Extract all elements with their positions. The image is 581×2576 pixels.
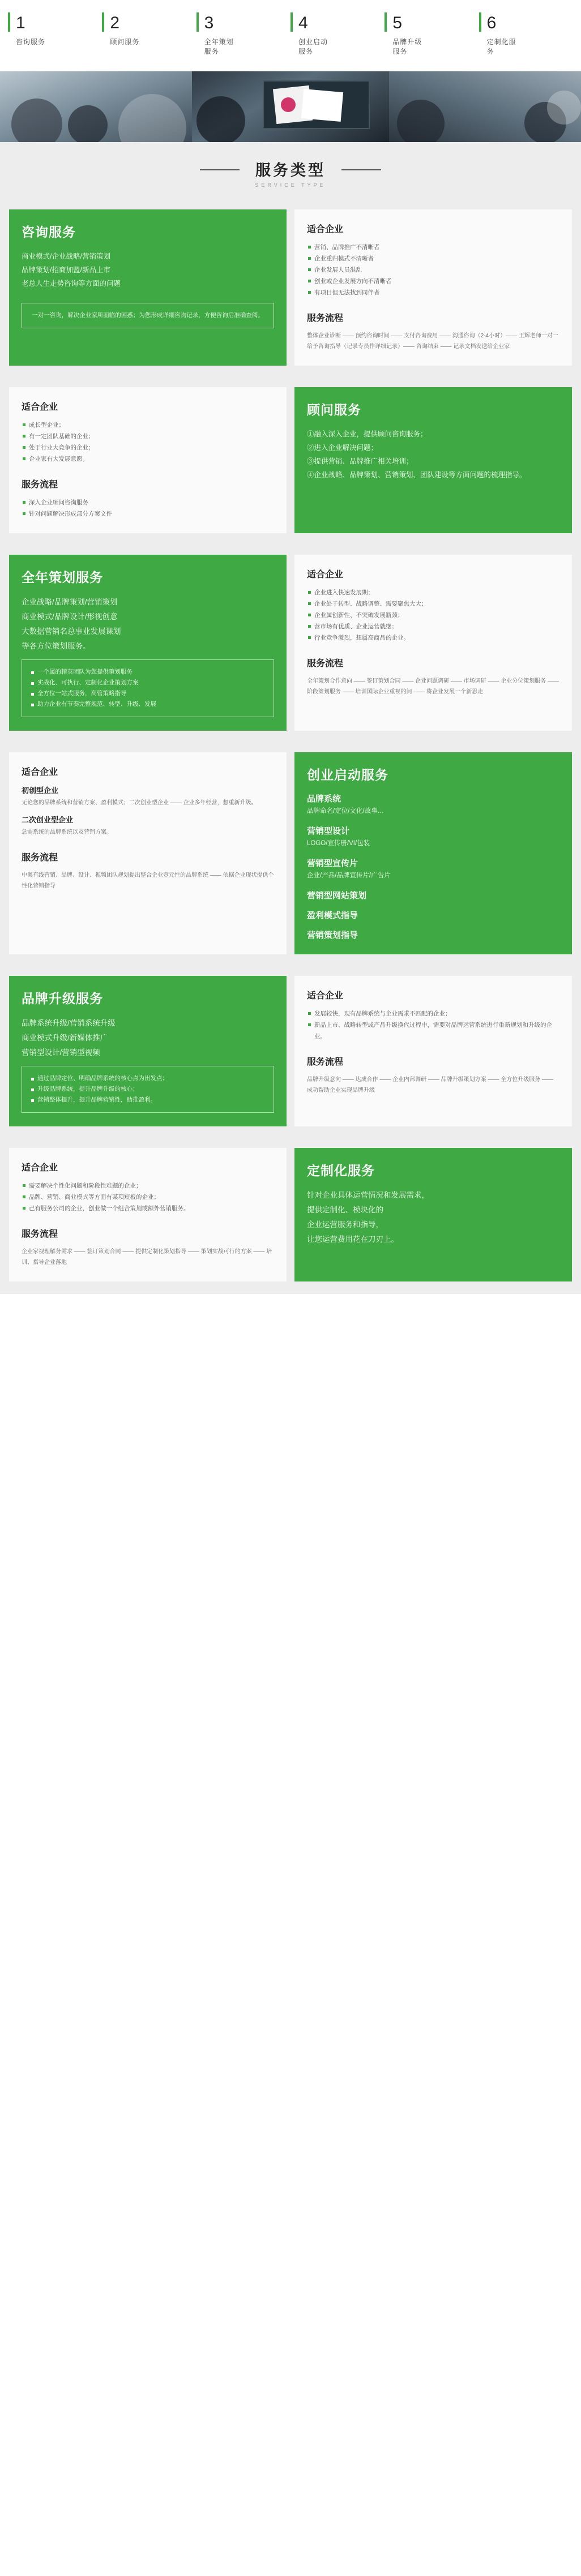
custom-green-panel [294,1148,572,1281]
list-item: 行业竞争激烈，想属高商品的企业。 [307,632,559,644]
custom-paragraph-4: 让您运营费用花在刀刃上。 [307,1235,399,1244]
list-item: 有一定团队基础的企业； [22,431,274,442]
step-label: 全年策划服务 [204,38,234,55]
section-subtitle: SERVICE TYPE [255,182,326,188]
list-item: 已有服务公司的企业，创业做一个组合策划或额外营销服务。 [22,1203,274,1214]
custom-paragraph-2: 提供定制化、模块化的 [307,1206,383,1214]
upgrade-title: 品牌升级服务 [22,991,103,1006]
block-upgrade [0,967,581,1139]
startup-fit-sub-1: 初创型企业 [22,786,59,795]
startup-flow-title: 服务流程 [22,853,58,863]
list-item: 全方位一站式服务，高管策略指导 [30,688,266,699]
step-number: 5 [392,14,402,32]
startup-sub-desc-1: 品牌命名/定位/文化/故事… [307,808,385,815]
step-number: 2 [110,14,120,32]
startup-sub-title-3: 营销型宣传片 [307,859,358,868]
startup-sub-title-1: 品牌系统 [307,794,341,804]
advisor-fit-list [22,419,274,465]
startup-fit-desc-1: 无论您的品牌系统和营销方案、盈利模式；二次创业型企业 —— 企业多年经营，想重新升级。 [22,800,257,806]
step-label: 顾问服务 [110,38,140,46]
upgrade-fit-title: 适合企业 [307,991,344,1001]
consulting-line-2: 品牌策划/招商加盟/新品上市 [22,266,110,274]
step-label: 创业启动服务 [298,38,328,55]
custom-flow-title: 服务流程 [22,1229,58,1239]
photo-band [0,71,581,142]
consulting-note: 一对一咨询，解决企业家所面临的困惑；为您形成详细咨询记录，方便咨询后准确查阅。 [22,303,274,328]
annual-title: 全年策划服务 [22,570,103,585]
list-item: 企业处于转型、战略调整、需要聚焦大大； [307,598,559,610]
consulting-flow-text: 整体企业诊断 —— 预约咨询时间 —— 支付咨询费用 —— 沟通咨询（2-4小时）—— 王辉老师一对一给予咨询指导（记录专员作详细记录）—— 咨询结束 —— 记录文档发送给企业家 [307,333,558,350]
annual-line-3: 大数据营销名总事业发展课划 [22,627,121,636]
advisor-point-2: ②进入企业解决问题； [307,444,378,452]
list-item: 深入企业顾问咨询服务 [22,497,274,508]
upgrade-line-2: 商业模式升级/新媒体推广 [22,1034,108,1042]
list-item: 有项目但无法找到同伴者 [307,287,559,298]
step-number: 1 [16,14,25,32]
upgrade-line-3: 营销型设计/营销型视频 [22,1048,100,1057]
step-label: 定制化服务 [486,38,516,55]
consulting-white-panel [294,209,572,366]
upgrade-fit-list [307,1008,559,1042]
startup-fit-title: 适合企业 [22,768,58,777]
list-item: 助力企业有节奏完整规范、转型、升级、发展 [30,699,266,710]
annual-fit-title: 适合企业 [307,570,344,580]
step-item [196,10,290,57]
consulting-line-1: 商业模式/企业战略/营销策划 [22,252,110,260]
step-item [290,10,385,57]
startup-sub-desc-3: 企业/产品/品牌宣传片/广告片 [307,872,391,879]
photo-meeting-left [0,71,192,142]
step-label: 品牌升级服务 [392,38,422,55]
consulting-fit-title: 适合企业 [307,225,344,234]
block-startup [0,743,581,967]
list-item: 通过品牌定位、明确品牌系统的核心点为出发点； [30,1073,266,1084]
list-item: 企业进入快速发展期； [307,587,559,598]
consulting-fit-list [307,242,559,298]
section-title: 服务类型 [233,158,348,180]
list-item: 发展较快，现有品牌系统与企业需求不匹配的企业； [307,1008,559,1019]
annual-white-panel [294,555,572,731]
custom-paragraph-3: 企业运营服务和指导， [307,1220,383,1229]
consulting-flow-title: 服务流程 [307,314,344,323]
custom-fit-title: 适合企业 [22,1163,58,1173]
startup-green-panel [294,752,572,954]
list-item: 成长型企业； [22,419,274,431]
step-item [385,10,479,57]
startup-flow-text: 中奥有线营销、品牌、设计、视频团队规划提出整合企业壹元性的品牌系统 —— 依据企业现状提供个性化营销指导 [22,872,274,889]
block-consulting [0,200,581,378]
startup-sub-title-2: 营销型设计 [307,826,350,836]
upgrade-green-panel [9,976,287,1126]
advisor-title: 顾问服务 [307,402,361,417]
annual-line-1: 企业战略/品牌策划/营销策划 [22,598,118,606]
list-item: 针对问题解决形成部分方案文件 [22,508,274,520]
block-advisor [0,378,581,546]
upgrade-flow-title: 服务流程 [307,1057,344,1067]
list-item: 企业家有大发展意愿。 [22,453,274,465]
upgrade-highlight-box [22,1066,274,1113]
consulting-line-3: 老总人生走势咨询等方面的问题 [22,280,121,288]
list-item: 企业重归模式不清晰者 [307,253,559,264]
custom-white-panel [9,1148,287,1281]
step-item [479,10,573,57]
advisor-flow-list [22,497,274,520]
step-number: 6 [486,14,497,32]
custom-flow-text: 企业家视理解务需求 —— 签订策划合同 —— 提供定制化策划指导 —— 策划实战可行的方案 —— 培训、指导企业落地 [22,1249,272,1266]
advisor-point-1: ①融入深入企业，提供顾问咨询服务； [307,430,428,438]
startup-fit-desc-2: 急需系统的品牌系统以及营销方案。 [22,829,112,835]
advisor-point-4: ④企业战略、品牌策划、营销策划、团队建设等方面问题的梳理指导。 [307,471,527,479]
annual-highlight-box [22,659,274,717]
block-annual [0,546,581,743]
list-item: 升级品牌系统，提升品牌升级的核心； [30,1084,266,1095]
list-item: 一个属的精英团队为您提供策划服务 [30,667,266,678]
annual-line-2: 商业模式/品牌设计/形视创意 [22,612,118,621]
advisor-white-panel [9,387,287,533]
upgrade-flow-text: 品牌升级意向 —— 达成合作 —— 企业内部调研 —— 品牌升级策划方案 —— 全方位升级服务 —— 成功帮助企业实现品牌升级 [307,1077,554,1094]
advisor-flow-title: 服务流程 [22,480,58,490]
upgrade-white-panel [294,976,572,1126]
annual-line-4: 等各方位策划服务。 [22,642,91,650]
section-header [0,142,581,200]
step-number: 4 [298,14,308,32]
advisor-green-panel [294,387,572,533]
advisor-fit-title: 适合企业 [22,402,58,412]
custom-paragraph-1: 针对企业具体运营情况和发展需求， [307,1191,429,1199]
list-item: 创业或企业发展方向不清晰者 [307,276,559,287]
list-item: 营市场有优质、企业运营就继； [307,621,559,632]
startup-sub-desc-2: LOGO/宣传册/VI/包装 [307,840,370,847]
list-item: 需要解决个性化问题和阶段性难题的企业； [22,1180,274,1191]
list-item: 营销、品牌推广不清晰者 [307,242,559,253]
annual-green-panel [9,555,287,731]
upgrade-line-1: 品牌系统升级/营销系统升级 [22,1019,116,1027]
list-item: 处于行业大竞争的企业； [22,442,274,453]
startup-sub-title-6: 营销策划指导 [307,931,358,940]
startup-title: 创业启动服务 [307,768,388,782]
annual-flow-text: 全年策划合作意向 —— 签订策划合同 —— 企业问题调研 —— 市场调研 —— 企业分位策划服务 —— 阶段策划服务 —— 培训国际企业重视的问 —— 将企业发展一个新思走 [307,678,559,695]
custom-title: 定制化服务 [307,1163,375,1178]
list-item: 企业发展人员混乱 [307,264,559,276]
photo-presentation-center [192,71,390,142]
block-custom [0,1139,581,1294]
steps-strip [0,0,581,71]
step-item [8,10,102,57]
annual-fit-list [307,587,559,644]
startup-fit-sub-2: 二次创业型企业 [22,816,74,824]
custom-fit-list [22,1180,274,1214]
annual-flow-title: 服务流程 [307,659,344,668]
advisor-point-3: ③提供营销、品牌推广相关培训； [307,457,413,465]
list-item: 营销整体提升，提升品牌营销性，助推盈利。 [30,1095,266,1105]
step-number: 3 [204,14,214,32]
list-item: 品牌、营销、商业模式等方面有某项短板的企业； [22,1191,274,1203]
list-item: 新品上市、战略转型或产品升级换代过程中，需要对品牌运营系统进行重新规划和升级的企业。 [307,1019,559,1042]
step-label: 咨询服务 [16,38,46,46]
photo-audience-right [389,71,581,142]
consulting-green-panel [9,209,287,366]
list-item: 企业属创新性、不突破发展瓶颈； [307,610,559,621]
startup-sub-title-5: 盈利模式指导 [307,911,358,920]
step-item [102,10,196,57]
startup-white-panel [9,752,287,954]
list-item: 实战化、可执行、定制化企业策划方案 [30,678,266,688]
startup-sub-title-4: 营销型网站策划 [307,891,367,901]
consulting-title: 咨询服务 [22,225,76,239]
